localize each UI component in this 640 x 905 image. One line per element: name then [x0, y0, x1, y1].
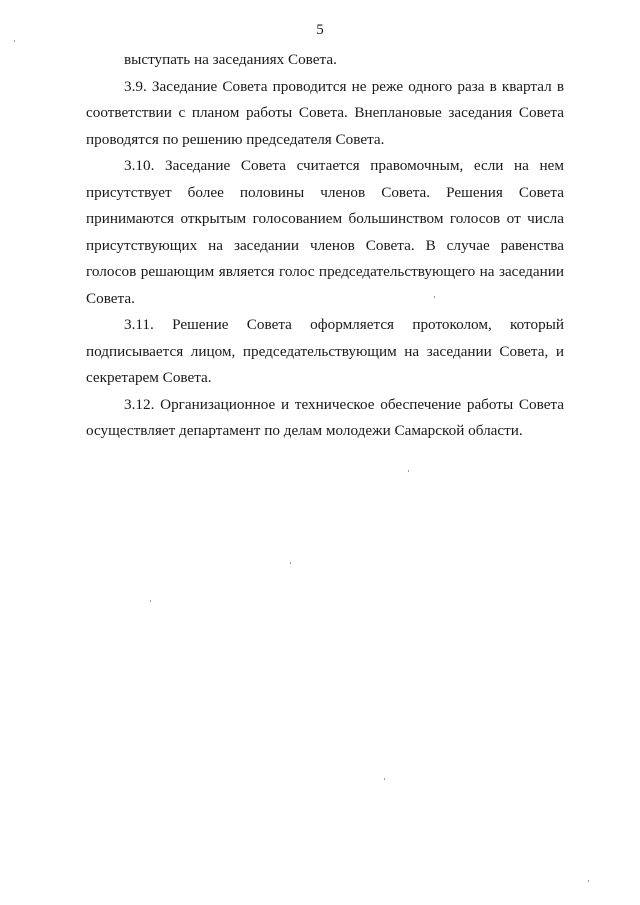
scan-speck: [14, 40, 15, 42]
page-number: 5: [316, 22, 324, 38]
paragraph-3-12: 3.12. Организационное и техническое обеспечение работы Совета осуществляет департамент по делам молодежи Самарской области.: [86, 395, 564, 439]
document-body: [86, 47, 564, 445]
scan-speck: [588, 880, 589, 882]
paragraph-3-9: 3.9. Заседание Совета проводится не реже одного раза в квартал в соответствии с планом работы Совета. Внеплановые заседания Совета проводятся по решению председателя Совета.: [86, 77, 564, 148]
scan-speck: [408, 470, 409, 472]
paragraph-3-10: 3.10. Заседание Совета считается правомочным, если на нем присутствует более половины членов Совета. Решения Совета принимаются открытым голосованием большинством голосов от числа присутствующих на заседании членов Совета. В случае равенства голосов решающим является голос председательствующего на заседании Совета.: [86, 157, 564, 307]
scan-speck: [290, 562, 291, 564]
scan-speck: [150, 600, 151, 602]
scan-speck: [384, 778, 385, 780]
paragraph-continuation: выступать на заседаниях Совета.: [124, 51, 337, 68]
scan-speck: [434, 296, 435, 298]
paragraph-3-11: 3.11. Решение Совета оформляется протоколом, который подписывается лицом, председательствующим на заседании Совета, и секретарем Совета.: [86, 316, 564, 386]
